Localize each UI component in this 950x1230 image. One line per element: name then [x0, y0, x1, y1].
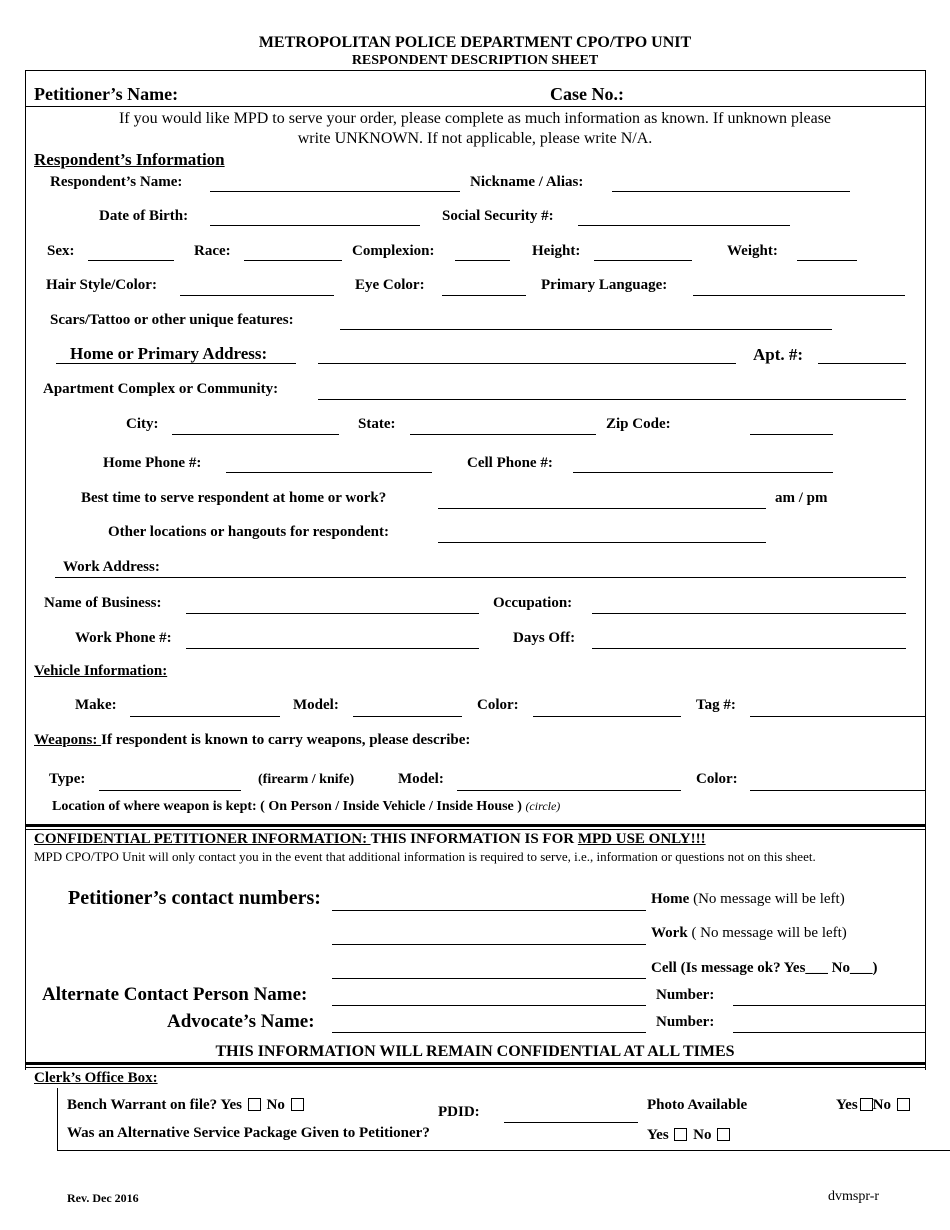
confidential-title-part3: MPD USE ONLY!!!: [577, 831, 706, 847]
alt-service-yes-checkbox[interactable]: [674, 1128, 687, 1141]
height-label: Height:: [532, 243, 581, 259]
pdid-label: PDID:: [438, 1104, 480, 1120]
height-field[interactable]: [594, 260, 692, 261]
top-border: [25, 70, 925, 71]
best-time-label: Best time to serve respondent at home or work?: [81, 490, 387, 506]
make-field[interactable]: [130, 716, 280, 717]
work-phone-label: Work Phone #:: [75, 630, 172, 646]
vehicle-model-label: Model:: [293, 697, 339, 713]
business-name-field[interactable]: [186, 613, 479, 614]
home-contact-field[interactable]: [332, 910, 646, 911]
bench-warrant-no-checkbox[interactable]: [291, 1098, 304, 1111]
work-note: ( No message will be left): [687, 925, 847, 941]
tag-field[interactable]: [750, 716, 925, 717]
sex-field[interactable]: [88, 260, 174, 261]
alternate-number-field[interactable]: [733, 1005, 925, 1006]
clerk-box-left-border: [57, 1088, 58, 1150]
days-off-field[interactable]: [592, 648, 906, 649]
weapon-model-field[interactable]: [457, 790, 681, 791]
weapon-location-row: [52, 799, 560, 815]
am-pm-label: am / pm: [775, 490, 828, 506]
occupation-label: Occupation:: [493, 595, 573, 611]
left-border: [25, 70, 26, 1070]
city-label: City:: [126, 416, 159, 432]
apartment-complex-label: Apartment Complex or Community:: [43, 381, 279, 397]
scars-label: Scars/Tattoo or other unique features:: [50, 312, 294, 328]
alt-service-options: [647, 1127, 732, 1144]
weapon-color-field[interactable]: [750, 790, 925, 791]
zip-label: Zip Code:: [606, 416, 671, 432]
form-id: dvmspr-r: [828, 1189, 880, 1204]
best-time-field[interactable]: [438, 508, 766, 509]
scars-field[interactable]: [340, 329, 832, 330]
home-address-field[interactable]: [318, 363, 736, 364]
vehicle-color-label: Color:: [477, 697, 519, 713]
revision-date: Rev. Dec 2016: [67, 1191, 139, 1205]
confidential-divider-thin: [25, 829, 925, 830]
language-label: Primary Language:: [541, 277, 668, 293]
confidential-title-part2: THIS INFORMATION IS FOR: [370, 831, 578, 847]
alt-service-no-label: No: [693, 1127, 712, 1143]
ssn-field[interactable]: [578, 225, 790, 226]
confidential-note: MPD CPO/TPO Unit will only contact you in the event that additional information is required to serve, i.e., information or questions not on this sheet.: [34, 849, 816, 864]
state-field[interactable]: [410, 434, 596, 435]
vehicle-section-title: Vehicle Information:: [34, 663, 168, 679]
complexion-label: Complexion:: [352, 243, 435, 259]
weight-field[interactable]: [797, 260, 857, 261]
advocate-number-label: Number:: [656, 1014, 715, 1030]
photo-available-options: [836, 1097, 912, 1114]
race-field[interactable]: [244, 260, 342, 261]
alt-service-no-checkbox[interactable]: [717, 1128, 730, 1141]
eye-color-field[interactable]: [442, 295, 526, 296]
race-label: Race:: [194, 243, 231, 259]
home-address-label-underline: [56, 363, 296, 364]
weapon-type-hint: (firearm / knife): [258, 772, 355, 787]
weapons-description: If respondent is known to carry weapons, please describe:: [101, 732, 471, 748]
photo-no-checkbox[interactable]: [897, 1098, 910, 1111]
photo-yes-label: Yes: [836, 1097, 858, 1113]
confidential-footer: THIS INFORMATION WILL REMAIN CONFIDENTIAL AT ALL TIMES: [215, 1043, 735, 1060]
pdid-field[interactable]: [504, 1122, 638, 1123]
bench-warrant-no-label: No: [266, 1097, 285, 1113]
weapon-model-label: Model:: [398, 771, 444, 787]
home-address-label: Home or Primary Address:: [70, 344, 268, 363]
days-off-label: Days Off:: [513, 630, 576, 646]
nickname-label: Nickname / Alias:: [470, 174, 584, 190]
dob-field[interactable]: [210, 225, 420, 226]
home-note: (No message will be left): [689, 891, 845, 907]
instructions-line2: write UNKNOWN. If not applicable, please write N/A.: [297, 130, 653, 147]
weapon-location-circle-hint: (circle): [525, 799, 561, 813]
respondent-name-label: Respondent’s Name:: [50, 174, 183, 190]
petitioner-name-label: Petitioner’s Name:: [34, 84, 179, 104]
language-field[interactable]: [693, 295, 905, 296]
city-field[interactable]: [172, 434, 339, 435]
cell-contact-field[interactable]: [332, 978, 646, 979]
photo-no-label: No: [872, 1097, 892, 1113]
case-no-label: Case No.:: [550, 84, 624, 104]
weapon-type-label: Type:: [49, 771, 86, 787]
advocate-number-field[interactable]: [733, 1032, 925, 1033]
hair-field[interactable]: [180, 295, 334, 296]
zip-field[interactable]: [750, 434, 833, 435]
instructions-line1: If you would like MPD to serve your order, please complete as much information as known. If unknown please: [118, 110, 832, 127]
vehicle-model-field[interactable]: [353, 716, 462, 717]
advocate-name-label: Advocate’s Name:: [167, 1011, 315, 1032]
work-word: Work: [651, 925, 688, 941]
ssn-label: Social Security #:: [442, 208, 554, 224]
complexion-field[interactable]: [455, 260, 510, 261]
confidential-title: [34, 831, 706, 848]
apt-label: Apt. #:: [753, 345, 804, 364]
respondent-name-field[interactable]: [210, 191, 460, 192]
work-phone-field[interactable]: [186, 648, 479, 649]
home-word: Home: [651, 891, 690, 907]
weapon-color-label: Color:: [696, 771, 738, 787]
clerk-divider-thin: [25, 1067, 925, 1068]
home-phone-label: Home Phone #:: [103, 455, 202, 471]
alternate-number-label: Number:: [656, 987, 715, 1003]
vehicle-color-field[interactable]: [533, 716, 681, 717]
photo-available-label: Photo Available: [647, 1097, 748, 1113]
apartment-complex-field[interactable]: [318, 399, 906, 400]
name-row-divider: [25, 106, 925, 107]
business-name-label: Name of Business:: [44, 595, 162, 611]
sex-label: Sex:: [47, 243, 75, 259]
weight-label: Weight:: [727, 243, 778, 259]
work-address-label: Work Address:: [63, 559, 160, 575]
clerk-box-bottom-border: [57, 1150, 950, 1151]
occupation-field[interactable]: [592, 613, 906, 614]
other-locations-label: Other locations or hangouts for respondent:: [108, 524, 389, 540]
respondent-section-title: Respondent’s Information: [34, 150, 225, 169]
contact-numbers-label: Petitioner’s contact numbers:: [68, 887, 321, 909]
dob-label: Date of Birth:: [99, 208, 189, 224]
cell-contact-label: Cell (Is message ok? Yes___ No___): [651, 960, 878, 976]
bench-warrant-label: Bench Warrant on file? Yes: [67, 1097, 242, 1113]
state-label: State:: [358, 416, 396, 432]
clerk-divider: [25, 1062, 925, 1065]
alt-service-label: Was an Alternative Service Package Given to Petitioner?: [67, 1125, 430, 1141]
photo-yes-checkbox[interactable]: [860, 1098, 873, 1111]
work-contact-label: [651, 925, 847, 942]
hair-label: Hair Style/Color:: [46, 277, 157, 293]
weapons-title: Weapons:: [34, 732, 102, 748]
bench-warrant-row: [67, 1097, 306, 1114]
confidential-divider: [25, 824, 925, 827]
form-subtitle: RESPONDENT DESCRIPTION SHEET: [351, 53, 599, 68]
work-address-field[interactable]: [55, 577, 906, 578]
alt-service-yes-label: Yes: [647, 1127, 669, 1143]
weapon-location-label[interactable]: Location of where weapon is kept: ( On Person / Inside Vehicle / Inside House ): [52, 799, 522, 814]
apt-field[interactable]: [818, 363, 906, 364]
weapons-heading: [34, 732, 470, 749]
bench-warrant-yes-checkbox[interactable]: [248, 1098, 261, 1111]
clerk-box-title: Clerk’s Office Box:: [34, 1070, 158, 1086]
right-border: [925, 70, 926, 1070]
alternate-contact-label: Alternate Contact Person Name:: [42, 984, 308, 1005]
confidential-title-part1: CONFIDENTIAL PETITIONER INFORMATION:: [34, 831, 371, 847]
alternate-contact-field[interactable]: [332, 1005, 646, 1006]
cell-phone-label: Cell Phone #:: [467, 455, 553, 471]
home-contact-label: [651, 891, 845, 908]
cell-phone-field[interactable]: [573, 472, 833, 473]
tag-label: Tag #:: [696, 697, 736, 713]
weapon-type-field[interactable]: [99, 790, 241, 791]
home-phone-field[interactable]: [226, 472, 432, 473]
other-locations-field[interactable]: [438, 542, 766, 543]
make-label: Make:: [75, 697, 117, 713]
advocate-name-field[interactable]: [332, 1032, 646, 1033]
work-contact-field[interactable]: [332, 944, 646, 945]
nickname-field[interactable]: [612, 191, 850, 192]
eye-color-label: Eye Color:: [355, 277, 425, 293]
form-title: METROPOLITAN POLICE DEPARTMENT CPO/TPO UNIT: [258, 34, 692, 51]
